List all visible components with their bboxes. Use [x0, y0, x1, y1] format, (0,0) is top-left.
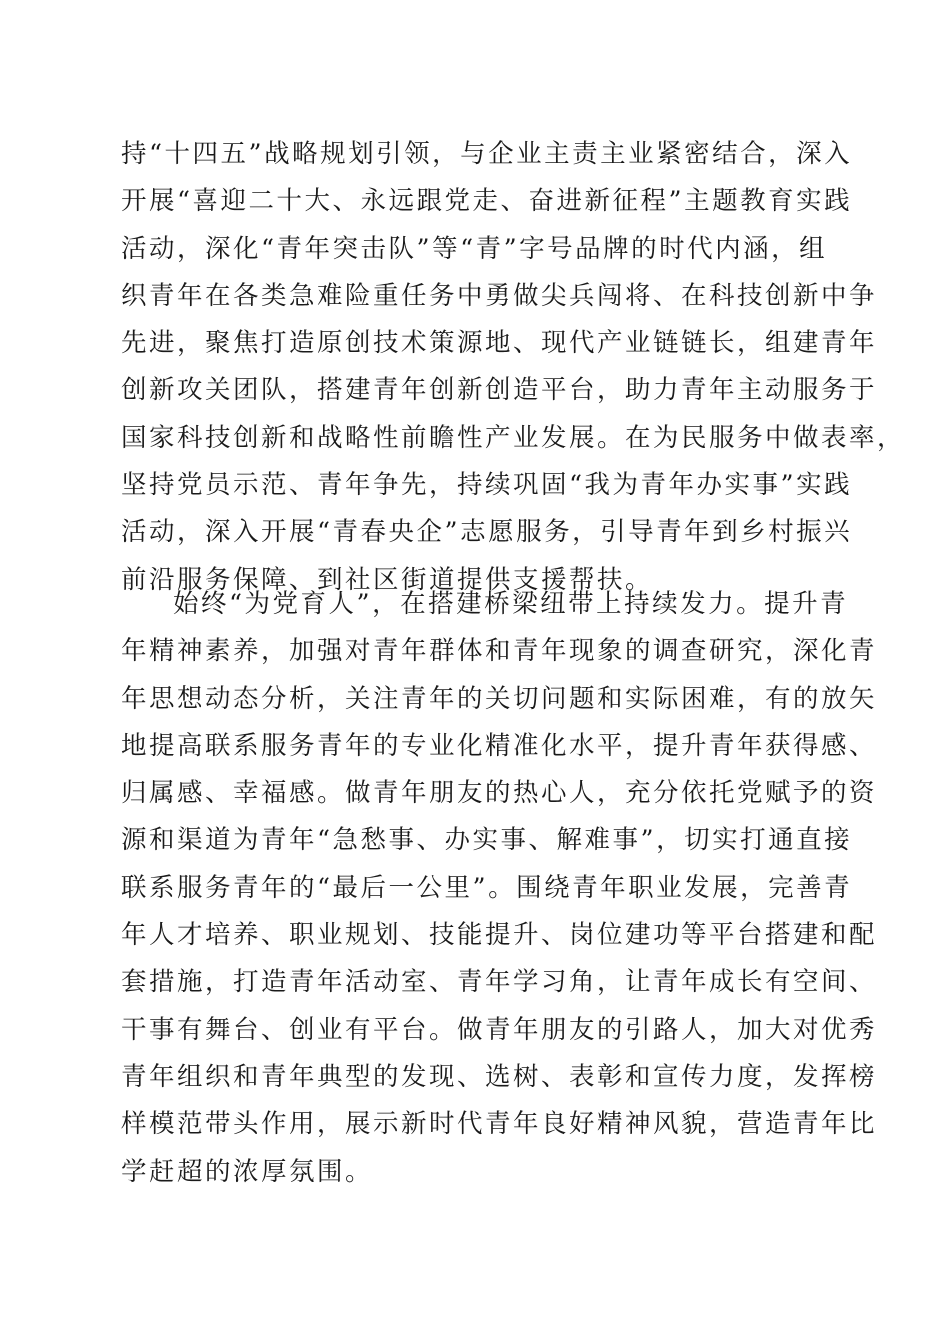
text-line: 始终“为党育人”，在搭建桥梁纽带上持续发力。提升青: [173, 589, 849, 619]
text-line: 学赶超的浓厚氛围。: [121, 1156, 374, 1187]
text-line: 活动，深化“青年突击队”等“青”字号品牌的时代内涵，组: [121, 233, 828, 264]
text-line: 前沿服务保障、到社区街道提供支援帮扶。: [121, 564, 654, 595]
text-line: 青年组织和青年典型的发现、选树、表彰和宣传力度，发挥榜: [121, 1061, 878, 1092]
paragraph-2: [121, 581, 878, 1196]
text-line: 地提高联系服务青年的专业化精准化水平，提升青年获得感、: [121, 730, 878, 761]
text-line: 源和渠道为青年“急愁事、办实事、解难事”，切实打通直接: [121, 825, 853, 856]
text-line: 联系服务青年的“最后一公里”。围绕青年职业发展，完善青: [121, 872, 853, 903]
text-line: 先进，聚焦打造原创技术策源地、现代产业链链长，组建青年: [121, 328, 878, 359]
text-line: 活动，深入开展“青春央企”志愿服务，引导青年到乡村振兴: [121, 517, 853, 548]
text-line: 年思想动态分析，关注青年的关切问题和实际困难，有的放矢: [121, 683, 878, 714]
text-line: 国家科技创新和战略性前瞻性产业发展。在为民服务中做表率，: [121, 422, 906, 453]
text-line: 创新攻关团队，搭建青年创新创造平台，助力青年主动服务于: [121, 375, 878, 406]
text-line: 织青年在各类急难险重任务中勇做尖兵闯将、在科技创新中争: [121, 280, 878, 311]
text-line: 干事有舞台、创业有平台。做青年朋友的引路人，加大对优秀: [121, 1014, 878, 1045]
text-line: 样模范带头作用，展示新时代青年良好精神风貌，营造青年比: [121, 1109, 878, 1140]
text-line: 年人才培养、职业规划、技能提升、岗位建功等平台搭建和配: [121, 920, 878, 951]
text-line: 套措施，打造青年活动室、青年学习角，让青年成长有空间、: [121, 967, 878, 998]
text-line: 年精神素养，加强对青年群体和青年现象的调查研究，深化青: [121, 636, 878, 667]
text-line: 归属感、幸福感。做青年朋友的热心人，充分依托党赋予的资: [121, 778, 878, 809]
text-line: 持“十四五”战略规划引领，与企业主责主业紧密结合，深入: [121, 139, 853, 169]
text-line: 坚持党员示范、青年争先，持续巩固“我为青年办实事”实践: [121, 470, 853, 501]
text-line: 开展“喜迎二十大、永远跟党走、奋进新征程”主题教育实践: [121, 186, 853, 217]
